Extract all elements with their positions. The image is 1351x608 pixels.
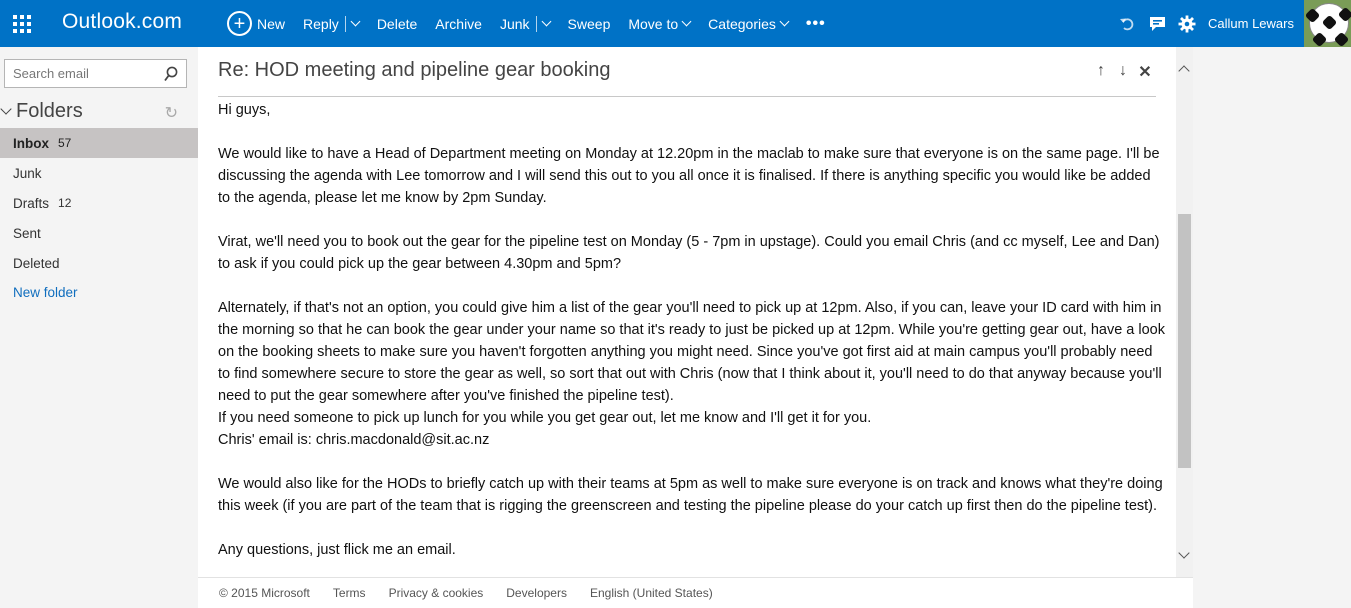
plus-icon: + [227, 11, 252, 36]
refresh-icon[interactable]: ↻ [164, 105, 178, 122]
top-bar [0, 0, 1351, 47]
sidebar-item-deleted[interactable]: Deleted [13, 255, 60, 271]
message-paragraph: Any questions, just flick me an email. [218, 542, 456, 558]
search-box [4, 59, 187, 88]
search-icon[interactable] [164, 66, 178, 82]
footer [198, 577, 1193, 608]
scroll-down-icon[interactable] [1178, 547, 1189, 558]
chevron-down-icon[interactable] [350, 17, 360, 27]
chevron-down-icon [0, 103, 11, 114]
message-body [218, 99, 1166, 561]
sidebar-item-sent[interactable]: Sent [13, 225, 41, 241]
more-actions-button[interactable]: ••• [805, 14, 826, 32]
sidebar-item-drafts[interactable]: Drafts 12 [13, 195, 72, 211]
message-paragraph: We would like to have a Head of Department meeting on Monday at 12.20pm in the maclab to make sure that everyone is on the same page. I'll be discussing the agenda with Lee tomorrow and I will send this out to you all once it is finalised. If there is anything specific you would like be added to the agenda, please let me know by 2pm Sunday. [218, 146, 1160, 206]
user-name[interactable]: Callum Lewars [1208, 16, 1294, 31]
chat-icon [1149, 16, 1166, 32]
divider [218, 96, 1156, 97]
reading-pane [198, 47, 1176, 577]
move-to-button[interactable]: Move to [628, 16, 690, 32]
folders-header[interactable] [0, 99, 198, 123]
soccer-ball-icon [1309, 3, 1349, 43]
reply-button[interactable] [303, 16, 359, 32]
scrollbar-thumb[interactable] [1178, 214, 1191, 468]
command-bar [227, 0, 844, 47]
new-button[interactable] [227, 11, 285, 36]
sweep-button[interactable]: Sweep [567, 15, 611, 32]
scroll-up-icon[interactable] [1178, 65, 1189, 76]
chevron-down-icon [779, 17, 789, 27]
sidebar-item-junk[interactable]: Junk [13, 165, 42, 181]
junk-button[interactable]: Junk [500, 16, 550, 32]
arrow-down-icon[interactable]: ↓ [1119, 62, 1127, 79]
chat-button[interactable] [1142, 0, 1172, 47]
chevron-down-icon[interactable] [541, 17, 551, 27]
settings-button[interactable] [1172, 0, 1202, 47]
message-subject: Re: HOD meeting and pipeline gear booking [218, 59, 611, 81]
gear-icon [1178, 15, 1196, 33]
developers-link[interactable]: Developers [506, 586, 567, 600]
brand-logo[interactable]: Outlook.com [62, 10, 183, 33]
categories-button[interactable]: Categories [708, 16, 788, 32]
new-label: New [257, 15, 286, 32]
message-nav [1090, 62, 1156, 82]
avatar[interactable] [1304, 0, 1351, 47]
search-input[interactable] [5, 60, 155, 87]
undo-icon [1119, 16, 1135, 32]
message-paragraph: Alternately, if that's not an option, you could give him a list of the gear you'll need to pick up at 12pm. Also, if you can, leave your ID card with him in the morning so that he can book the gear under your name so that it's ready to just be picked up at 12pm. While you're getting gear out, have a look on the booking sheets to make sure you haven't forgotten anything you might need. Since you've got first aid at main campus you'll probably need to find somewhere secure to store the gear as well, so sort that out with Chris (now that I think about it, you'll need to do that anyway because you'll need to put the gear somewhere after you've finished the pipeline test). [218, 300, 1165, 404]
arrow-up-icon[interactable]: ↑ [1097, 62, 1105, 79]
top-right-controls [1112, 0, 1351, 47]
folder-list [0, 128, 198, 306]
undo-button[interactable] [1112, 0, 1142, 47]
unread-count: 57 [58, 136, 72, 150]
message-paragraph: Chris' email is: chris.macdonald@sit.ac.nz [218, 432, 490, 448]
message-greeting: Hi guys, [218, 102, 271, 118]
chevron-down-icon [682, 17, 692, 27]
app-launcher-button[interactable] [0, 0, 44, 47]
waffle-icon [13, 15, 31, 33]
language-link[interactable]: English (United States) [589, 586, 713, 600]
right-panel [1193, 47, 1351, 608]
delete-button[interactable]: Delete [376, 15, 418, 32]
sidebar [0, 47, 198, 608]
new-folder-link[interactable]: New folder [13, 284, 78, 300]
reply-label: Reply [303, 15, 339, 32]
drafts-count: 12 [58, 196, 72, 210]
reading-pane-scrollbar[interactable] [1176, 47, 1193, 577]
sidebar-item-inbox[interactable]: Inbox 57 [0, 128, 198, 158]
archive-button[interactable]: Archive [435, 15, 482, 32]
privacy-link[interactable]: Privacy & cookies [388, 586, 484, 600]
message-paragraph: Virat, we'll need you to book out the gear for the pipeline test on Monday (5 - 7pm in upstage). Could you email Chris (and cc myself, Lee and Dan) to ask if you could pick up the gear between 4.30pm and 5pm? [218, 234, 1160, 272]
close-icon[interactable]: ✕ [1138, 64, 1152, 81]
copyright: © 2015 Microsoft [219, 586, 310, 600]
terms-link[interactable]: Terms [332, 586, 366, 600]
message-paragraph: We would also like for the HODs to briefly catch up with their teams at 5pm as well to make sure everyone is on track and knows what they're doing this week (if you are part of the team that is rigging the greenscreen and testing the pipeline please do your catch up first then do the pipeline test). [218, 476, 1163, 514]
message-paragraph: If you need someone to pick up lunch for you while you get gear out, let me know and I'll get it for you. [218, 410, 872, 426]
folders-label: Folders [16, 99, 83, 122]
